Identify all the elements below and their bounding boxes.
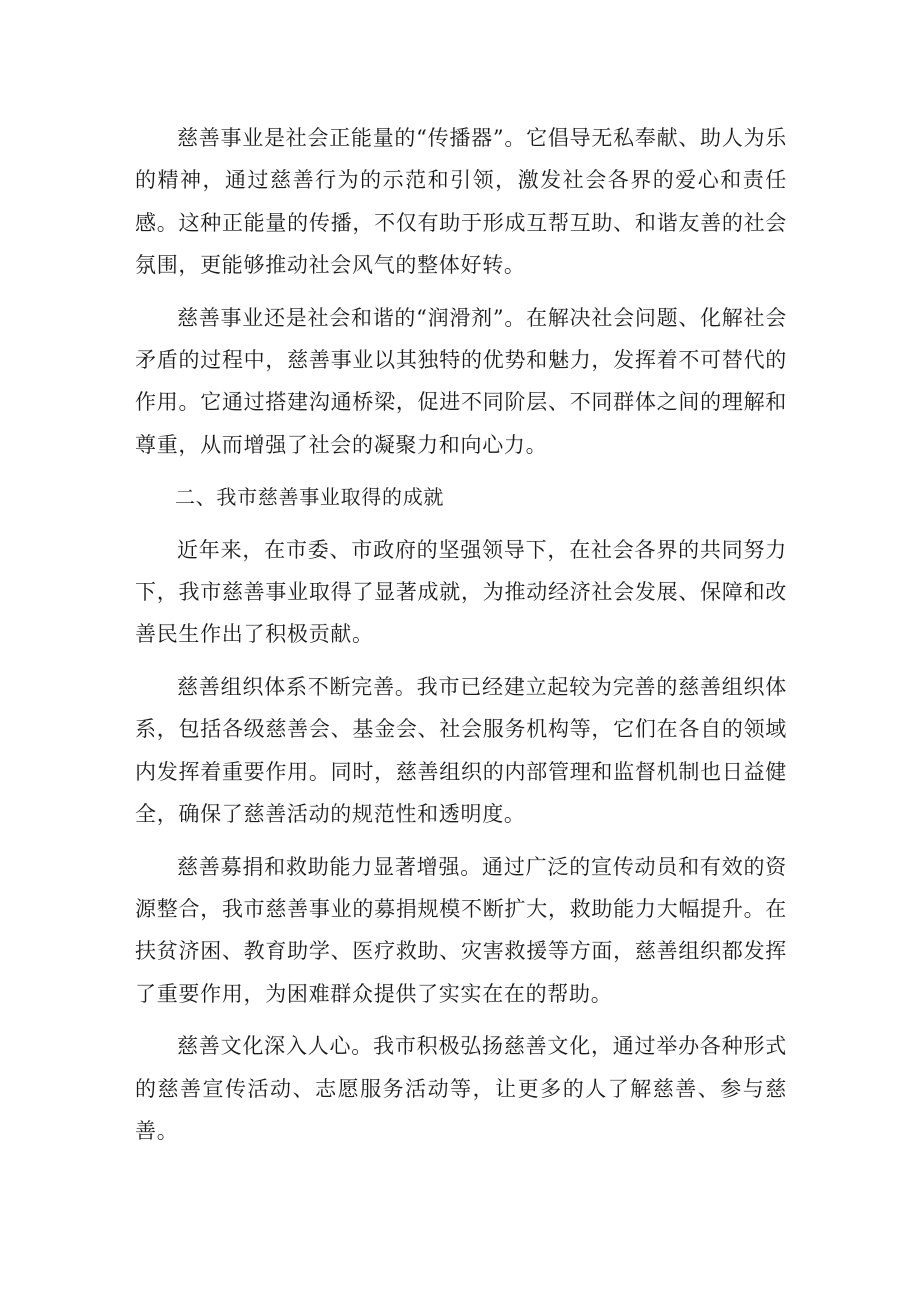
section-heading: 二、我市慈善事业取得的成就 (175, 485, 445, 510)
paragraph-social-harmony: 慈善事业还是社会和谐的“润滑剂”。在解决社会问题、化解社会矛盾的过程中，慈善事业以其独特的优势和魅力，发挥着不可替代的作用。它通过搭建沟通桥梁，促进不同阶层、不同群体之间的理解和尊重，从而增强了社会的凝聚力和向心力。 (135, 305, 787, 457)
paragraph-positive-energy: 慈善事业是社会正能量的“传播器”。它倡导无私奉献、助人为乐的精神，通过慈善行为的示范和引领，激发社会各界的爱心和责任感。这种正能量的传播，不仅有助于形成互帮互助、和谐友善的社会氛围，更能够推动社会风气的整体好转。 (135, 126, 787, 278)
paragraph-organization-system: 慈善组织体系不断完善。我市已经建立起较为完善的慈善组织体系，包括各级慈善会、基金会、社会服务机构等，它们在各自的领域内发挥着重要作用。同时，慈善组织的内部管理和监督机制也日益健全，确保了慈善活动的规范性和透明度。 (135, 674, 787, 827)
document-body (135, 117, 787, 1162)
paragraph-achievements-intro: 近年来，在市委、市政府的坚强领导下，在社会各界的共同努力下，我市慈善事业取得了显著成就，为推动经济社会发展、保障和改善民生作出了积极贡献。 (135, 537, 787, 647)
paragraph-charity-culture: 慈善文化深入人心。我市积极弘扬慈善文化，通过举办各种形式的慈善宣传活动、志愿服务活动等，让更多的人了解慈善、参与慈善。 (135, 1034, 787, 1143)
paragraph-fundraising-relief: 慈善募捐和救助能力显著增强。通过广泛的宣传动员和有效的资源整合，我市慈善事业的募捐规模不断扩大，救助能力大幅提升。在扶贫济困、教育助学、医疗救助、灾害救援等方面，慈善组织都发挥了重要作用，为困难群众提供了实实在在的帮助。 (135, 854, 787, 1006)
